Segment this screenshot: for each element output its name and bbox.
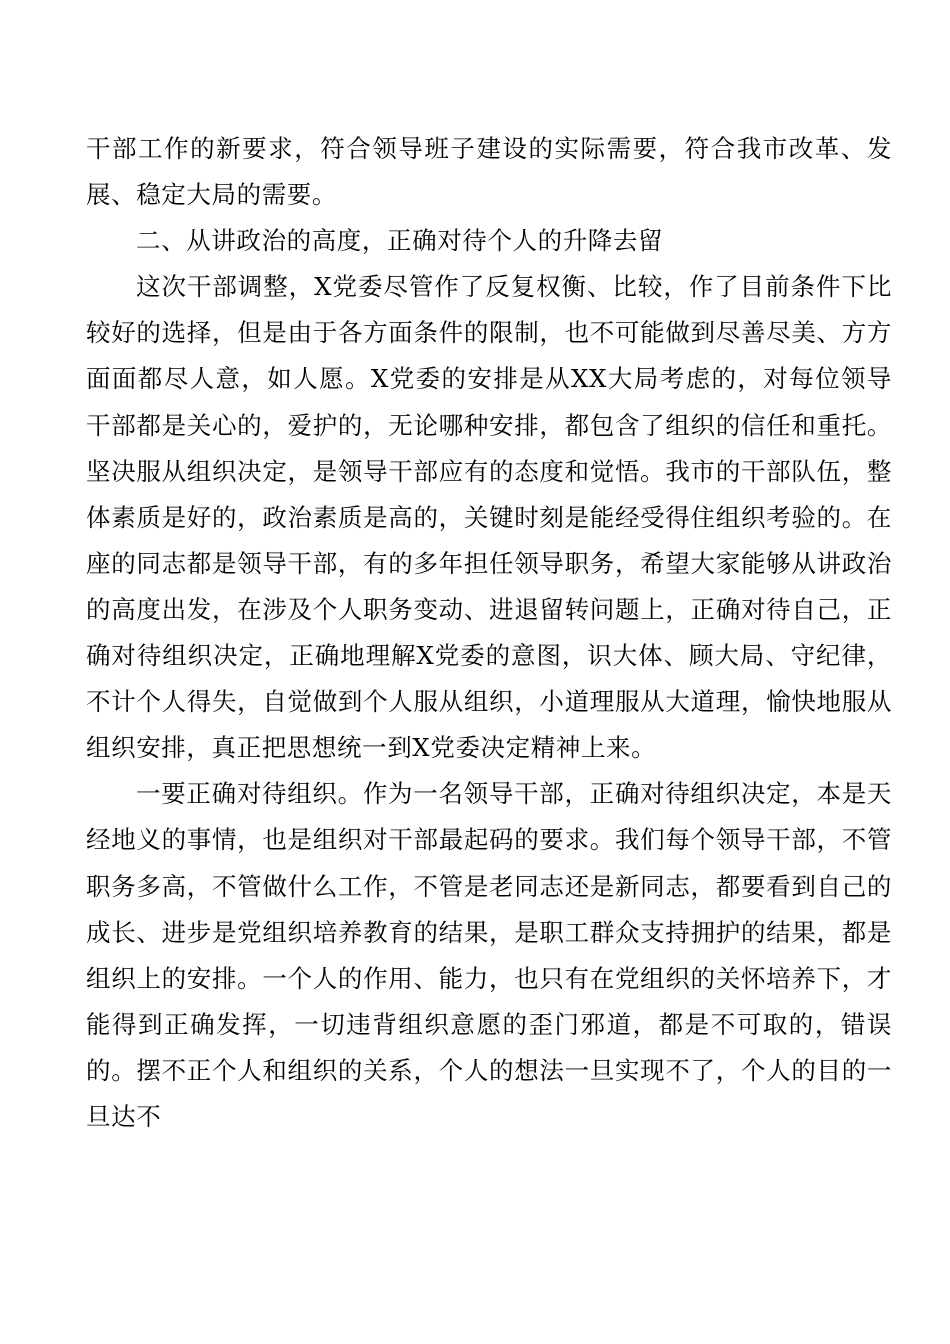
paragraph-body: 这次干部调整，X党委尽管作了反复权衡、比较，作了目前条件下比较好的选择，但是由于各方面条件的限制，也不可能做到尽善尽美、方方面面都尽人意，如人愿。X党委的安排是从XX大局考虑的，对每位领导干部都是关心的，爱护的，无论哪种安排，都包含了组织的信任和重托。坚决服从组织决定，是领导干部应有的态度和觉悟。我市的干部队伍，整体素质是好的，政治素质是高的，关键时刻是能经受得住组织考验的。在座的同志都是领导干部，有的多年担任领导职务，希望大家能够从讲政治的高度出发，在涉及个人职务变动、进退留转问题上，正确对待自己，正确对待组织决定，正确地理解X党委的意图，识大体、顾大局、守纪律，不计个人得失，自觉做到个人服从组织，小道理服从大道理，愉快地服从组织安排，真正把思想统一到X党委决定精神上来。 <box>86 272 892 763</box>
section-heading: 二、从讲政治的高度，正确对待个人的升降去留 <box>136 226 664 256</box>
paragraph-body: 一要正确对待组织。作为一名领导干部，正确对待组织决定，本是天经地义的事情，也是组织对干部最起码的要求。我们每个领导干部，不管职务多高，不管做什么工作，不管是老同志还是新同志，都要看到自己的成长、进步是党组织培养教育的结果，是职工群众支持拥护的结果，都是组织上的安排。一个人的作用、能力，也只有在党组织的关怀培养下，才能得到正确发挥，一切违背组织意愿的歪门邪道，都是不可取的，错误的。摆不正个人和组织的关系，个人的想法一旦实现不了，个人的目的一旦达不 <box>86 779 892 1131</box>
paragraph-intro-continuation: 干部工作的新要求，符合领导班子建设的实际需要，符合我市改革、发展、稳定大局的需要。 <box>86 134 892 210</box>
document-page <box>86 126 892 1140</box>
